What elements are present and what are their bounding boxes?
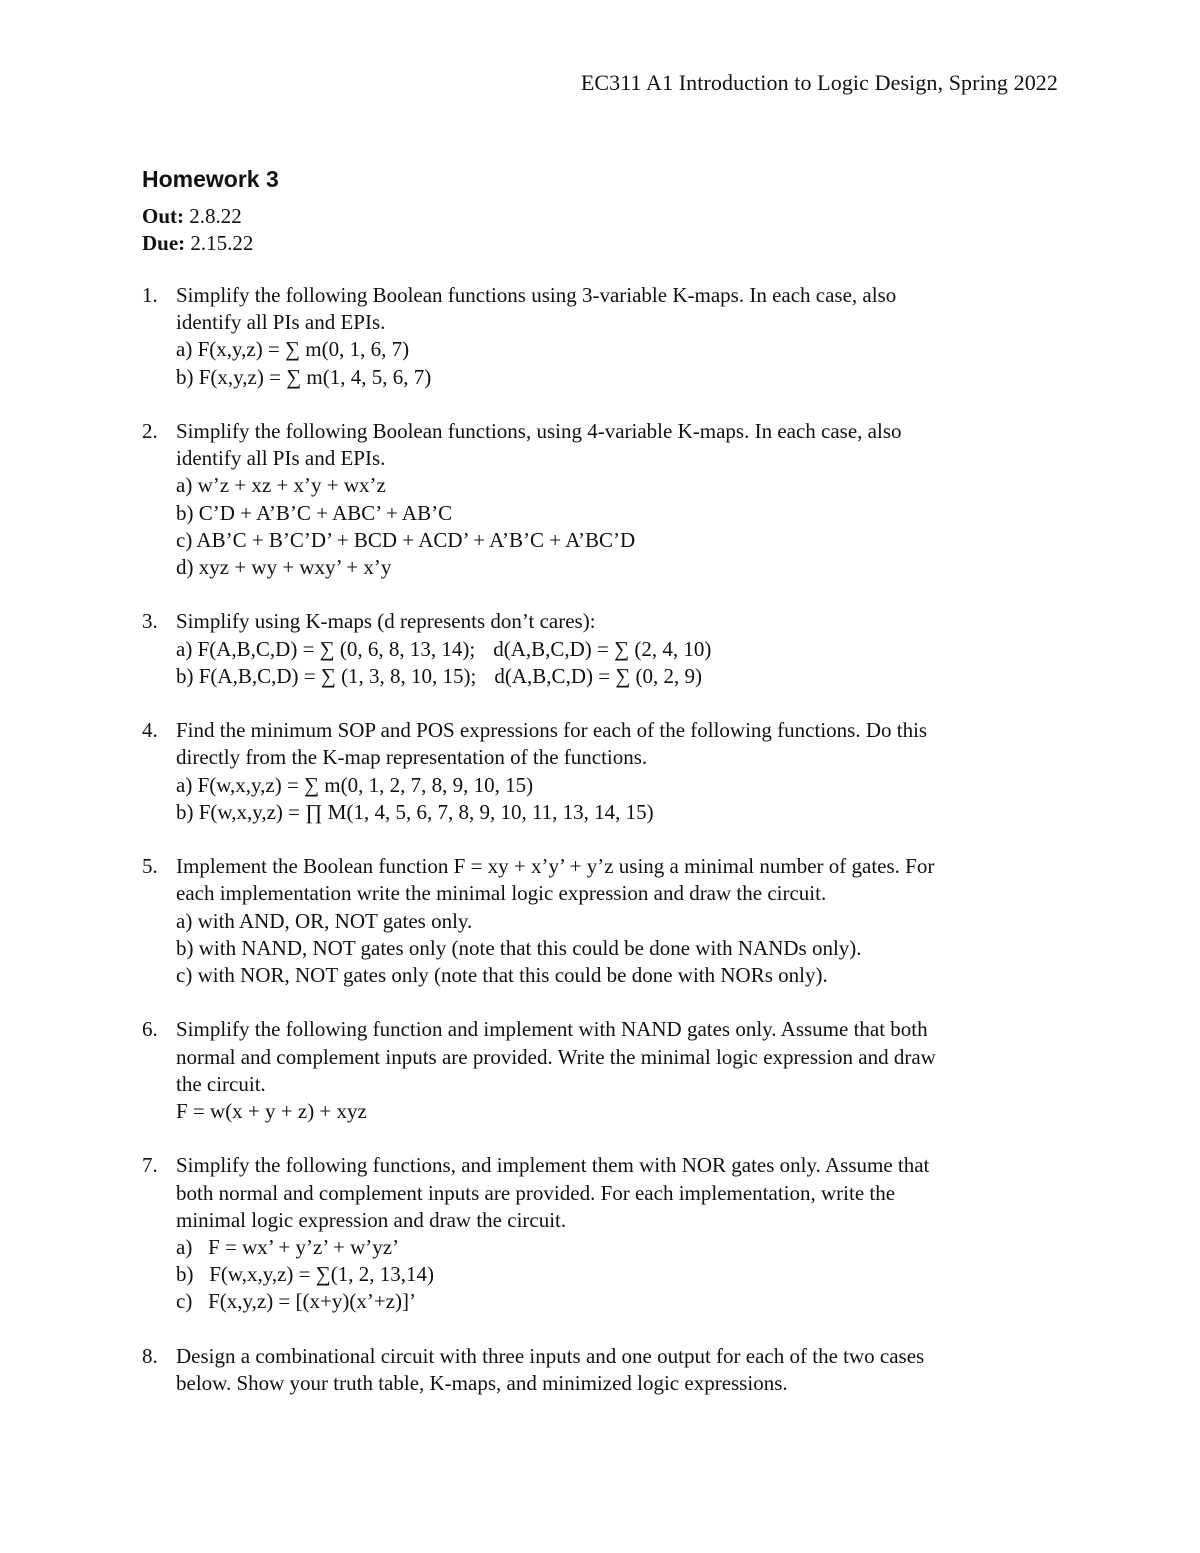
course-header: EC311 A1 Introduction to Logic Design, Spring 2022 — [580, 70, 1058, 95]
question-part-c: c) F(x,y,z) = [(x+y)(x’+z)]’ — [176, 1289, 416, 1314]
function-expression: a) F(A,B,C,D) = ∑ (0, 6, 8, 13, 14); — [176, 636, 476, 661]
question-part-b: b) C’D + A’B’C + ABC’ + AB’C — [176, 500, 453, 525]
function-expression: F = w(x + y + z) + xyz — [176, 1099, 367, 1124]
question-number: 7. — [142, 1153, 158, 1178]
question-text: Find the minimum SOP and POS expressions for each of the following functions. Do this — [176, 718, 928, 743]
question-number: 8. — [142, 1343, 158, 1368]
question-text: Simplify the following Boolean functions, using 4-variable K-maps. In each case, also — [176, 419, 902, 443]
question-text: identify all PIs and EPIs. — [176, 446, 386, 471]
dont-care-expression: d(A,B,C,D) = ∑ (2, 4, 10) — [493, 636, 712, 661]
question-part-b: b) F(x,y,z) = ∑ m(1, 4, 5, 6, 7) — [176, 364, 432, 389]
question-number: 5. — [142, 854, 158, 879]
question-text: the circuit. — [176, 1071, 266, 1096]
question-text: Implement the Boolean function F = xy + x’y’ + y’z using a minimal number of gates. For — [176, 854, 935, 879]
question-number: 3. — [142, 609, 158, 634]
question-part-a — [176, 636, 1062, 663]
question-list — [142, 282, 1062, 1424]
question-part-b: b) F(w,x,y,z) = ∏ M(1, 4, 5, 6, 7, 8, 9, 10, 11, 13, 14, 15) — [176, 799, 654, 824]
question-2 — [142, 418, 1062, 581]
due-date — [142, 231, 253, 256]
question-text: identify all PIs and EPIs. — [176, 310, 386, 335]
question-part-b — [176, 663, 1062, 690]
question-5 — [142, 853, 1062, 989]
question-part-a: a) F(w,x,y,z) = ∑ m(0, 1, 2, 7, 8, 9, 10, 15) — [176, 772, 534, 797]
dont-care-expression: d(A,B,C,D) = ∑ (0, 2, 9) — [494, 663, 703, 688]
question-part-c: c) AB’C + B’C’D’ + BCD + ACD’ + A’B’C + A’BC’D — [176, 527, 636, 552]
question-text: both normal and complement inputs are provided. For each implementation, write the — [176, 1180, 896, 1205]
question-number: 2. — [142, 419, 158, 443]
due-value: 2.15.22 — [190, 231, 254, 255]
question-text: Simplify using K-maps (d represents don’t cares): — [176, 609, 596, 634]
question-part-a: a) with AND, OR, NOT gates only. — [176, 908, 473, 933]
question-4 — [142, 717, 1062, 826]
question-text: Design a combinational circuit with three inputs and one output for each of the two cases — [176, 1343, 925, 1368]
question-3 — [142, 608, 1062, 690]
out-value: 2.8.22 — [189, 204, 242, 228]
question-text: below. Show your truth table, K-maps, and minimized logic expressions. — [176, 1371, 788, 1396]
question-part-a: a) F(x,y,z) = ∑ m(0, 1, 6, 7) — [176, 337, 410, 362]
question-part-b: b) with NAND, NOT gates only (note that this could be done with NANDs only). — [176, 935, 862, 960]
question-text: minimal logic expression and draw the circuit. — [176, 1207, 567, 1232]
question-text: Simplify the following Boolean functions using 3-variable K-maps. In each case, also — [176, 283, 897, 307]
question-part-a: a) F = wx’ + y’z’ + w’yz’ — [176, 1235, 400, 1260]
due-label: Due: — [142, 231, 186, 255]
question-text: Simplify the following functions, and implement them with NOR gates only. Assume that — [176, 1153, 930, 1178]
question-1 — [142, 282, 1062, 391]
question-number: 6. — [142, 1017, 158, 1042]
question-7 — [142, 1152, 1062, 1315]
page-title: Homework 3 — [142, 166, 279, 192]
question-text: each implementation write the minimal logic expression and draw the circuit. — [176, 881, 827, 906]
question-number: 1. — [142, 283, 158, 307]
question-text: Simplify the following function and implement with NAND gates only. Assume that both — [176, 1017, 928, 1042]
question-text: normal and complement inputs are provided. Write the minimal logic expression and draw — [176, 1044, 936, 1069]
function-expression: b) F(A,B,C,D) = ∑ (1, 3, 8, 10, 15); — [176, 663, 477, 688]
question-part-b: b) F(w,x,y,z) = ∑(1, 2, 13,14) — [176, 1262, 434, 1287]
out-date — [142, 204, 242, 229]
question-number: 4. — [142, 718, 158, 743]
question-6 — [142, 1016, 1062, 1125]
question-8 — [142, 1343, 1062, 1397]
question-part-a: a) w’z + xz + x’y + wx’z — [176, 473, 386, 498]
out-label: Out: — [142, 204, 184, 228]
question-part-c: c) with NOR, NOT gates only (note that this could be done with NORs only). — [176, 963, 828, 988]
question-part-d: d) xyz + wy + wxy’ + x’y — [176, 555, 392, 580]
question-text: directly from the K-map representation of the functions. — [176, 745, 648, 770]
